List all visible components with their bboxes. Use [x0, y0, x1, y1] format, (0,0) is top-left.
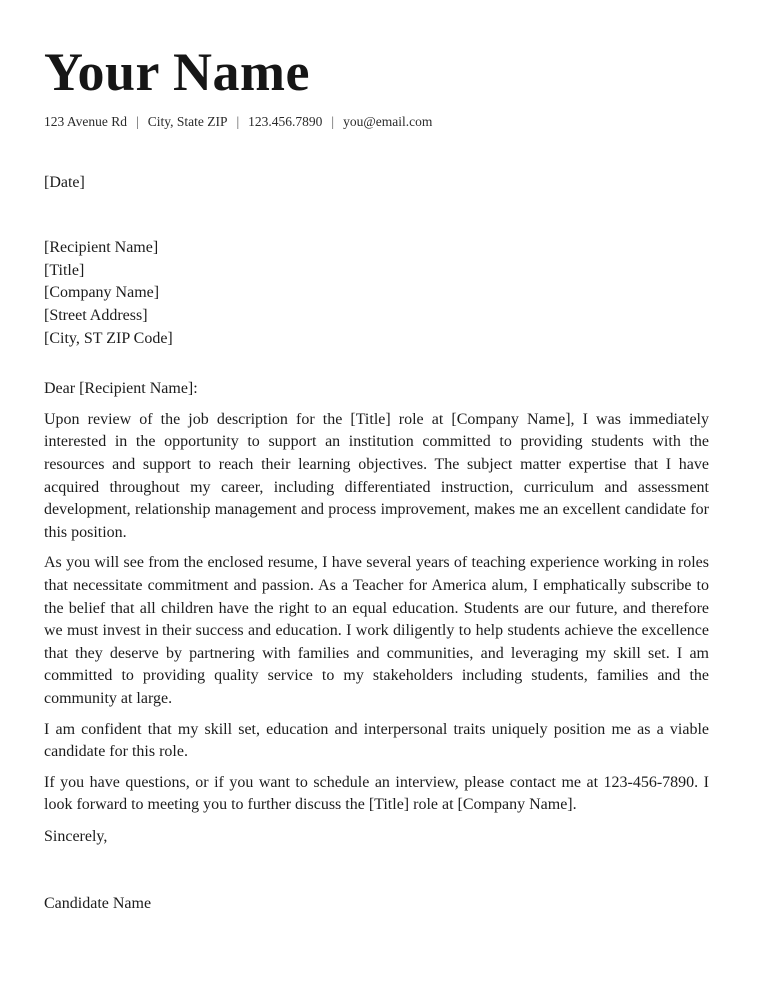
contact-separator: | — [331, 113, 335, 129]
recipient-city-line: [City, ST ZIP Code] — [44, 329, 173, 347]
recipient-title-line: [Title] — [44, 261, 85, 279]
contact-address: 123 Avenue Rd — [44, 113, 127, 129]
body-paragraph-3: I am confident that my skill set, education and interpersonal traits uniquely position me as a viable candidate for this role. — [44, 720, 709, 761]
signature-name: Candidate Name — [44, 894, 152, 912]
salutation-line: Dear [Recipient Name]: — [44, 380, 198, 398]
contact-email: you@email.com — [343, 113, 433, 129]
recipient-street-line: [Street Address] — [44, 307, 148, 325]
contact-phone: 123.456.7890 — [248, 113, 323, 129]
contact-separator: | — [136, 113, 139, 129]
contact-city-state-zip: City, State ZIP — [147, 113, 228, 129]
recipient-name-line: [Recipient Name] — [44, 239, 159, 257]
letter-header — [44, 44, 709, 130]
letter-body — [44, 172, 709, 915]
date-placeholder: [Date] — [44, 173, 85, 191]
contact-separator: | — [236, 113, 240, 129]
body-paragraph-2: As you will see from the enclosed resume, I have several years of teaching experience working in roles that necessitate commitment and passion. As a Teacher for America alum, I emphatically subscribe to the belief that all children have the right to an equal education. Students are our future, and therefore we must invest in their success and education. I work diligently to help students achieve the excellence that they deserve by partnering with families and communities, and leveraging my skill set. I am committed to providing quality service to my stakeholders including students, families and the community at large. — [44, 554, 709, 707]
recipient-address-block — [44, 237, 709, 350]
body-paragraph-4: If you have questions, or if you want to schedule an interview, please contact me at 123-456-7890. I look forward to meeting you to further discuss the [Title] role at [Company Name]. — [44, 773, 709, 814]
contact-info-line — [44, 114, 709, 130]
recipient-company-line: [Company Name] — [44, 284, 160, 302]
body-paragraph-1: Upon review of the job description for the [Title] role at [Company Name], I was immediately interested in the opportunity to support an institution committed to providing students with the resources and support to reach their learning objectives. The subject matter expertise that I have acquired throughout my career, including differentiated instruction, curriculum and assessment development, relationship management and process improvement, makes me an excellent candidate for this position. — [44, 410, 709, 541]
sender-name-heading: Your Name — [44, 42, 310, 102]
closing-line: Sincerely, — [44, 827, 108, 845]
